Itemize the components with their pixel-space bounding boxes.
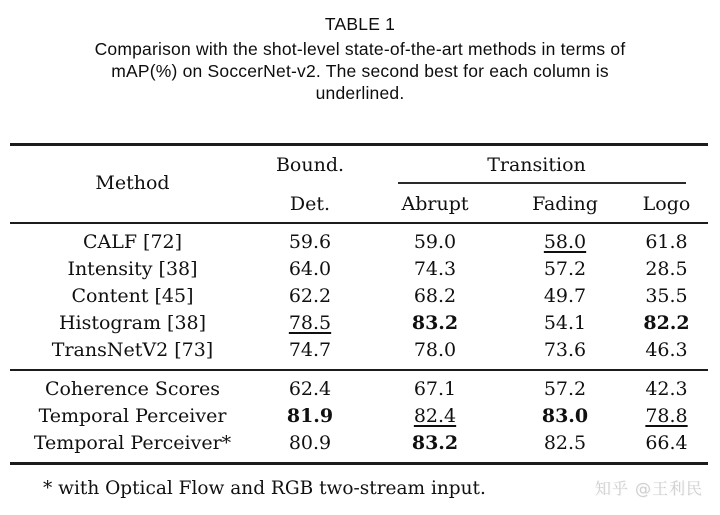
method-cell: Coherence Scores (44, 378, 221, 400)
value-cell: 67.1 (413, 378, 457, 400)
value-cell: 28.5 (645, 258, 688, 280)
table-footnote: * with Optical Flow and RGB two-stream input. (43, 478, 486, 499)
value-cell: 61.8 (645, 231, 688, 253)
method-cell: Temporal Perceiver* (33, 432, 232, 454)
method-cell: Content [45] (71, 285, 194, 307)
caption-line-3: underlined. (315, 83, 405, 103)
value-cell: 83.2 (411, 432, 459, 454)
table-number: TABLE 1 (324, 14, 396, 34)
watermark: 知乎 @王利民 (594, 479, 703, 498)
value-cell: 83.0 (541, 405, 589, 427)
value-cell: 42.3 (645, 378, 688, 400)
value-cell: 74.7 (288, 339, 332, 361)
value-cell: 35.5 (645, 285, 688, 307)
caption-line-2: mAP(%) on SoccerNet-v2. The second best for each column is (111, 61, 609, 81)
value-cell: 62.4 (288, 378, 332, 400)
table-row (10, 430, 708, 457)
value-cell: 62.2 (288, 285, 332, 307)
value-cell: 57.2 (543, 258, 587, 280)
value-cell: 82.2 (643, 312, 690, 334)
table-row (10, 337, 708, 364)
column-header-fading: Fading (532, 193, 598, 215)
table-header (10, 146, 708, 222)
caption-line-1: Comparison with the shot-level state-of-the-art methods in terms of (94, 39, 626, 59)
column-header-det: Det. (289, 193, 331, 215)
table-row (10, 229, 708, 256)
table-body-ours-methods (10, 371, 708, 462)
value-cell: 57.2 (543, 378, 587, 400)
value-cell: 81.9 (286, 405, 334, 427)
method-cell: CALF [72] (82, 231, 183, 253)
table-body-sota-methods (10, 224, 708, 369)
results-table (10, 143, 708, 465)
value-cell: 68.2 (413, 285, 457, 307)
value-cell: 59.6 (288, 231, 332, 253)
value-cell: 46.3 (645, 339, 688, 361)
value-cell: 66.4 (645, 432, 688, 454)
value-cell: 73.6 (543, 339, 587, 361)
value-cell: 59.0 (413, 231, 457, 253)
method-cell: Intensity [38] (67, 258, 198, 280)
method-cell: Histogram [38] (58, 312, 207, 334)
table-row (10, 310, 708, 337)
column-group-header-transition: Transition (487, 154, 586, 176)
table-row (10, 403, 708, 430)
value-cell: 80.9 (288, 432, 332, 454)
value-cell: 54.1 (543, 312, 587, 334)
column-header-logo: Logo (642, 193, 691, 215)
table-row (10, 283, 708, 310)
table-row (10, 376, 708, 403)
column-header-bound: Bound. (275, 154, 345, 176)
value-cell: 78.5 (288, 312, 332, 334)
method-cell: TransNetV2 [73] (51, 339, 214, 361)
value-cell: 82.5 (543, 432, 587, 454)
column-header-abrupt: Abrupt (401, 193, 469, 215)
value-cell: 74.3 (413, 258, 457, 280)
table-bottom-rule (10, 462, 708, 465)
table-row (10, 256, 708, 283)
method-cell: Temporal Perceiver (38, 405, 227, 427)
transition-group-rule (398, 182, 686, 184)
value-cell: 58.0 (543, 231, 587, 253)
value-cell: 49.7 (543, 285, 587, 307)
value-cell: 82.4 (413, 405, 457, 427)
column-header-method: Method (95, 172, 170, 194)
value-cell: 64.0 (288, 258, 332, 280)
value-cell: 78.0 (413, 339, 457, 361)
value-cell: 83.2 (411, 312, 459, 334)
table-caption (0, 13, 720, 104)
value-cell: 78.8 (645, 405, 688, 427)
